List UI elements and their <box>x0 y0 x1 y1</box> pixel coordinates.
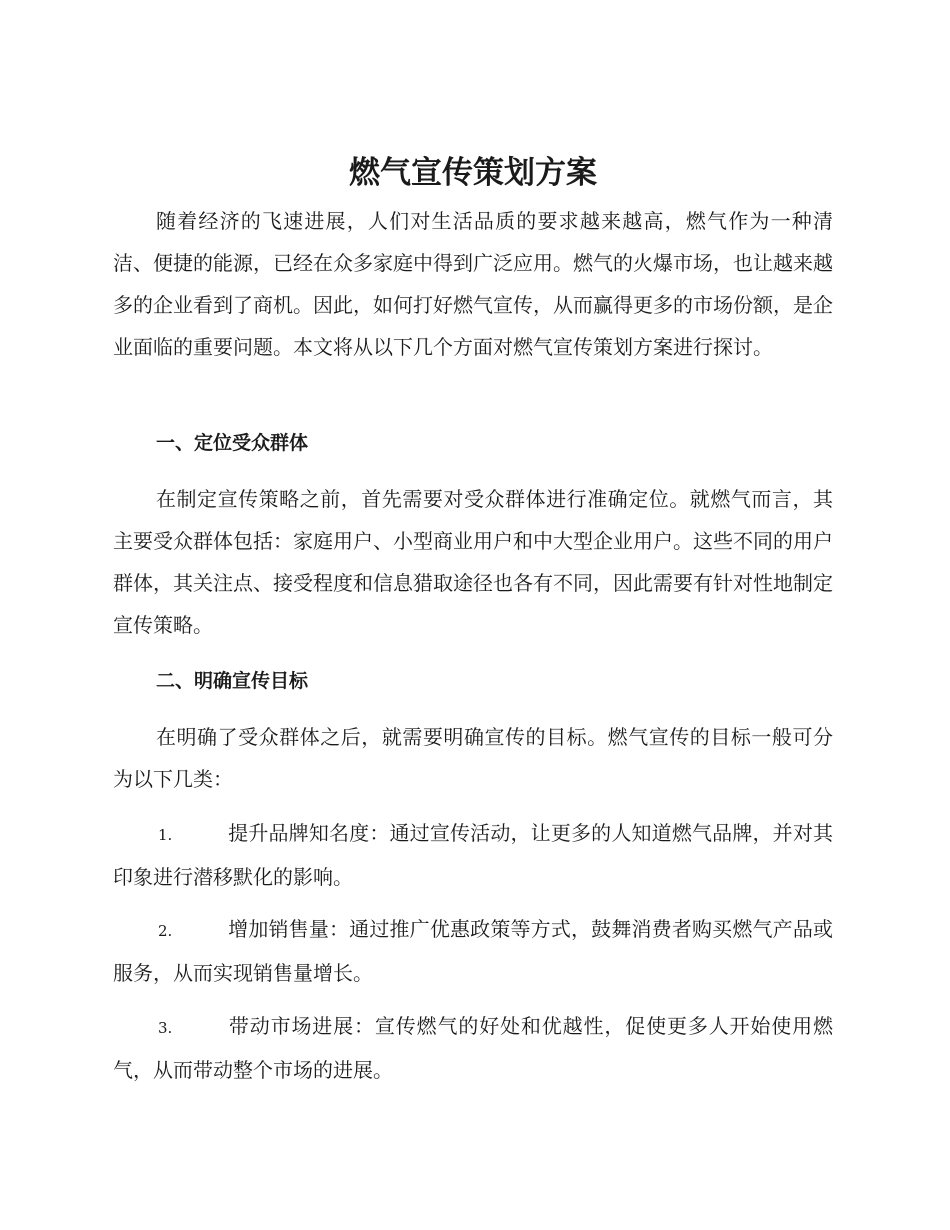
list-item-number: 2. <box>158 922 173 940</box>
list-item-text: 提升品牌知名度：通过宣传活动，让更多的人知道燃气品牌，并对其印象进行潜移默化的影响。 <box>113 821 833 889</box>
list-item <box>113 908 833 994</box>
list-item-text: 带动市场进展：宣传燃气的好处和优越性，促使更多人开始使用燃气，从而带动整个市场的进展。 <box>113 1014 833 1082</box>
list-item-number: 1. <box>158 826 173 844</box>
list-item-text: 增加销售量：通过推广优惠政策等方式，鼓舞消费者购买燃气产品或服务，从而实现销售量增长。 <box>113 917 833 985</box>
document-title: 燃气宣传策划方案 <box>349 155 597 191</box>
list-item <box>113 1005 833 1091</box>
section-body-goals: 在明确了受众群体之后，就需要明确宣传的目标。燃气宣传的目标一般可分为以下几类： <box>113 725 833 791</box>
list-item-number: 3. <box>158 1019 173 1037</box>
section-heading-audience: 一、定位受众群体 <box>156 432 309 454</box>
list-item <box>113 812 833 898</box>
section-heading-goals: 二、明确宣传目标 <box>156 670 309 692</box>
intro-paragraph: 随着经济的飞速进展，人们对生活品质的要求越来越高，燃气作为一种清洁、便捷的能源，已经在众多家庭中得到广泛应用。燃气的火爆市场，也让越来越多的企业看到了商机。因此，如何打好燃气宣传，从而赢得更多的市场份额，是企业面临的重要问题。本文将从以下几个方面对燃气宣传策划方案进行探讨。 <box>113 209 833 359</box>
document-page <box>113 0 833 1230</box>
section-body-audience: 在制定宣传策略之前，首先需要对受众群体进行准确定位。就燃气而言，其主要受众群体包括：家庭用户、小型商业用户和中大型企业用户。这些不同的用户群体，其关注点、接受程度和信息猎取途径也各有不同，因此需要有针对性地制定宣传策略。 <box>113 487 833 637</box>
